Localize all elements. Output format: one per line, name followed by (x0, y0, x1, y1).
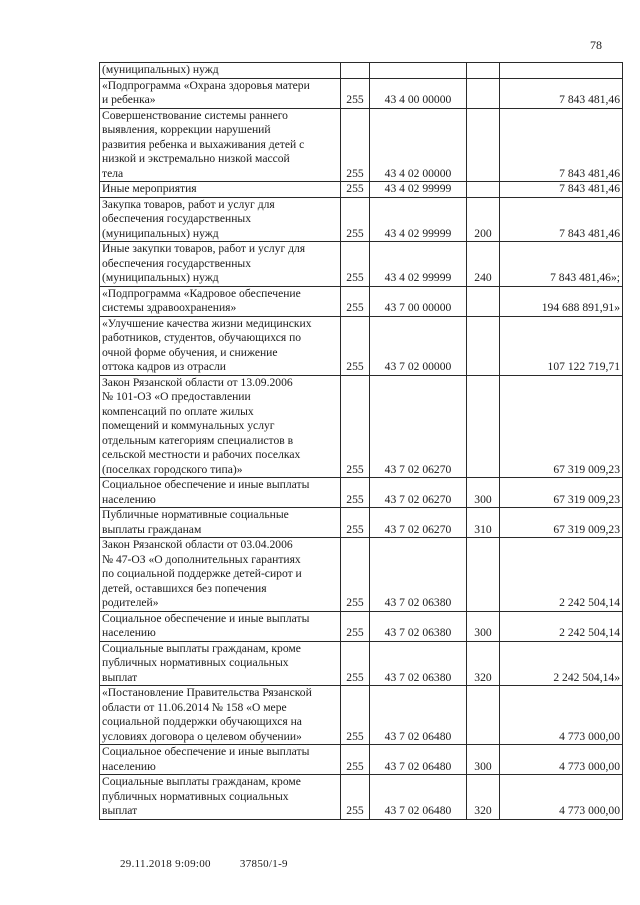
row-csr-code: 43 7 02 06270 (370, 478, 467, 508)
row-name: Социальное обеспечение и иные выплаты населению (100, 611, 341, 641)
row-vr-code: 320 (467, 641, 500, 686)
table-row (100, 375, 623, 478)
footer-datetime: 29.11.2018 9:09:00 (120, 858, 211, 870)
table-row (100, 686, 623, 745)
row-csr-code: 43 7 02 00000 (370, 316, 467, 375)
row-vr-code (467, 286, 500, 316)
row-code: 255 (341, 286, 370, 316)
row-name: «Постановление Правительства Рязанской области от 11.06.2014 № 158 «О мере социальной поддержки обучающихся на условиях договора о целевом обучении» (100, 686, 341, 745)
row-vr-code: 300 (467, 478, 500, 508)
row-code: 255 (341, 316, 370, 375)
row-sum: 67 319 009,23 (500, 478, 623, 508)
row-name: Иные мероприятия (100, 182, 341, 198)
table-row (100, 242, 623, 287)
row-sum: 4 773 000,00 (500, 745, 623, 775)
row-name: Социальное обеспечение и иные выплаты населению (100, 478, 341, 508)
table-row (100, 611, 623, 641)
table-row (100, 508, 623, 538)
row-vr-code (467, 182, 500, 198)
row-vr-code: 300 (467, 745, 500, 775)
footer (120, 858, 314, 870)
row-sum: 7 843 481,46 (500, 78, 623, 108)
row-name: Социальные выплаты гражданам, кроме публичных нормативных социальных выплат (100, 775, 341, 820)
row-csr-code: 43 7 02 06480 (370, 745, 467, 775)
row-sum: 107 122 719,71 (500, 316, 623, 375)
row-code: 255 (341, 641, 370, 686)
row-csr-code (370, 63, 467, 79)
row-csr-code: 43 4 02 00000 (370, 108, 467, 182)
row-sum: 4 773 000,00 (500, 775, 623, 820)
row-sum: 2 242 504,14» (500, 641, 623, 686)
row-name: Публичные нормативные социальные выплаты гражданам (100, 508, 341, 538)
table-row (100, 197, 623, 242)
footer-doc-id: 37850/1-9 (239, 858, 288, 870)
row-code: 255 (341, 611, 370, 641)
row-vr-code (467, 63, 500, 79)
row-sum: 7 843 481,46»; (500, 242, 623, 287)
row-vr-code: 310 (467, 508, 500, 538)
row-vr-code (467, 108, 500, 182)
row-name: (муниципальных) нужд (100, 63, 341, 79)
row-name: Иные закупки товаров, работ и услуг для обеспечения государственных (муниципальных) нужд (100, 242, 341, 287)
row-name: Закон Рязанской области от 03.04.2006 № 47-ОЗ «О дополнительных гарантиях по социальной поддержке детей-сирот и детей, оставшихся без попечения родителей» (100, 538, 341, 612)
table-row (100, 775, 623, 820)
row-csr-code: 43 7 00 00000 (370, 286, 467, 316)
row-name: Совершенствование системы раннего выявления, коррекции нарушений развития ребенка и выхаживания детей с низкой и экстремально низкой массой тела (100, 108, 341, 182)
table-row (100, 78, 623, 108)
row-code: 255 (341, 197, 370, 242)
row-sum: 67 319 009,23 (500, 375, 623, 478)
row-vr-code: 300 (467, 611, 500, 641)
table-row (100, 63, 623, 79)
row-sum: 4 773 000,00 (500, 686, 623, 745)
row-sum: 194 688 891,91» (500, 286, 623, 316)
row-vr-code (467, 316, 500, 375)
row-vr-code (467, 686, 500, 745)
row-name: Социальные выплаты гражданам, кроме публичных нормативных социальных выплат (100, 641, 341, 686)
table-row (100, 108, 623, 182)
row-csr-code: 43 7 02 06270 (370, 375, 467, 478)
table-row (100, 286, 623, 316)
row-vr-code: 240 (467, 242, 500, 287)
row-csr-code: 43 7 02 06380 (370, 611, 467, 641)
row-code: 255 (341, 375, 370, 478)
table-row (100, 316, 623, 375)
table-row (100, 538, 623, 612)
row-csr-code: 43 7 02 06380 (370, 641, 467, 686)
row-csr-code: 43 4 00 00000 (370, 78, 467, 108)
row-name: Закупка товаров, работ и услуг для обеспечения государственных (муниципальных) нужд (100, 197, 341, 242)
row-sum: 7 843 481,46 (500, 108, 623, 182)
row-name: Закон Рязанской области от 13.09.2006 № 101-ОЗ «О предоставлении компенсаций по оплате жилых помещений и коммунальных услуг отдельным категориям специалистов в сельской местности и рабочих поселках (поселках городского типа)» (100, 375, 341, 478)
row-name: «Подпрограмма «Кадровое обеспечение системы здравоохранения» (100, 286, 341, 316)
row-code: 255 (341, 538, 370, 612)
table-row (100, 182, 623, 198)
row-code (341, 63, 370, 79)
row-code: 255 (341, 78, 370, 108)
row-code: 255 (341, 686, 370, 745)
row-code: 255 (341, 508, 370, 538)
budget-table (99, 62, 623, 820)
row-csr-code: 43 7 02 06480 (370, 686, 467, 745)
table-row (100, 745, 623, 775)
row-sum: 2 242 504,14 (500, 538, 623, 612)
row-code: 255 (341, 745, 370, 775)
row-vr-code: 320 (467, 775, 500, 820)
row-sum (500, 63, 623, 79)
table-row (100, 478, 623, 508)
row-csr-code: 43 7 02 06380 (370, 538, 467, 612)
row-csr-code: 43 7 02 06270 (370, 508, 467, 538)
row-csr-code: 43 7 02 06480 (370, 775, 467, 820)
row-vr-code: 200 (467, 197, 500, 242)
page-number: 78 (590, 38, 602, 52)
row-sum: 7 843 481,46 (500, 182, 623, 198)
row-sum: 2 242 504,14 (500, 611, 623, 641)
row-sum: 7 843 481,46 (500, 197, 623, 242)
row-code: 255 (341, 775, 370, 820)
row-code: 255 (341, 242, 370, 287)
row-name: Социальное обеспечение и иные выплаты населению (100, 745, 341, 775)
row-vr-code (467, 375, 500, 478)
row-vr-code (467, 538, 500, 612)
row-name: «Улучшение качества жизни медицинских работников, студентов, обучающихся по очной форме обучения, и снижение оттока кадров из отрасли (100, 316, 341, 375)
row-sum: 67 319 009,23 (500, 508, 623, 538)
row-csr-code: 43 4 02 99999 (370, 242, 467, 287)
row-csr-code: 43 4 02 99999 (370, 182, 467, 198)
row-code: 255 (341, 108, 370, 182)
row-vr-code (467, 78, 500, 108)
row-name: «Подпрограмма «Охрана здоровья матери и ребенка» (100, 78, 341, 108)
row-code: 255 (341, 478, 370, 508)
table-row (100, 641, 623, 686)
row-csr-code: 43 4 02 99999 (370, 197, 467, 242)
budget-table-body (100, 63, 623, 820)
row-code: 255 (341, 182, 370, 198)
